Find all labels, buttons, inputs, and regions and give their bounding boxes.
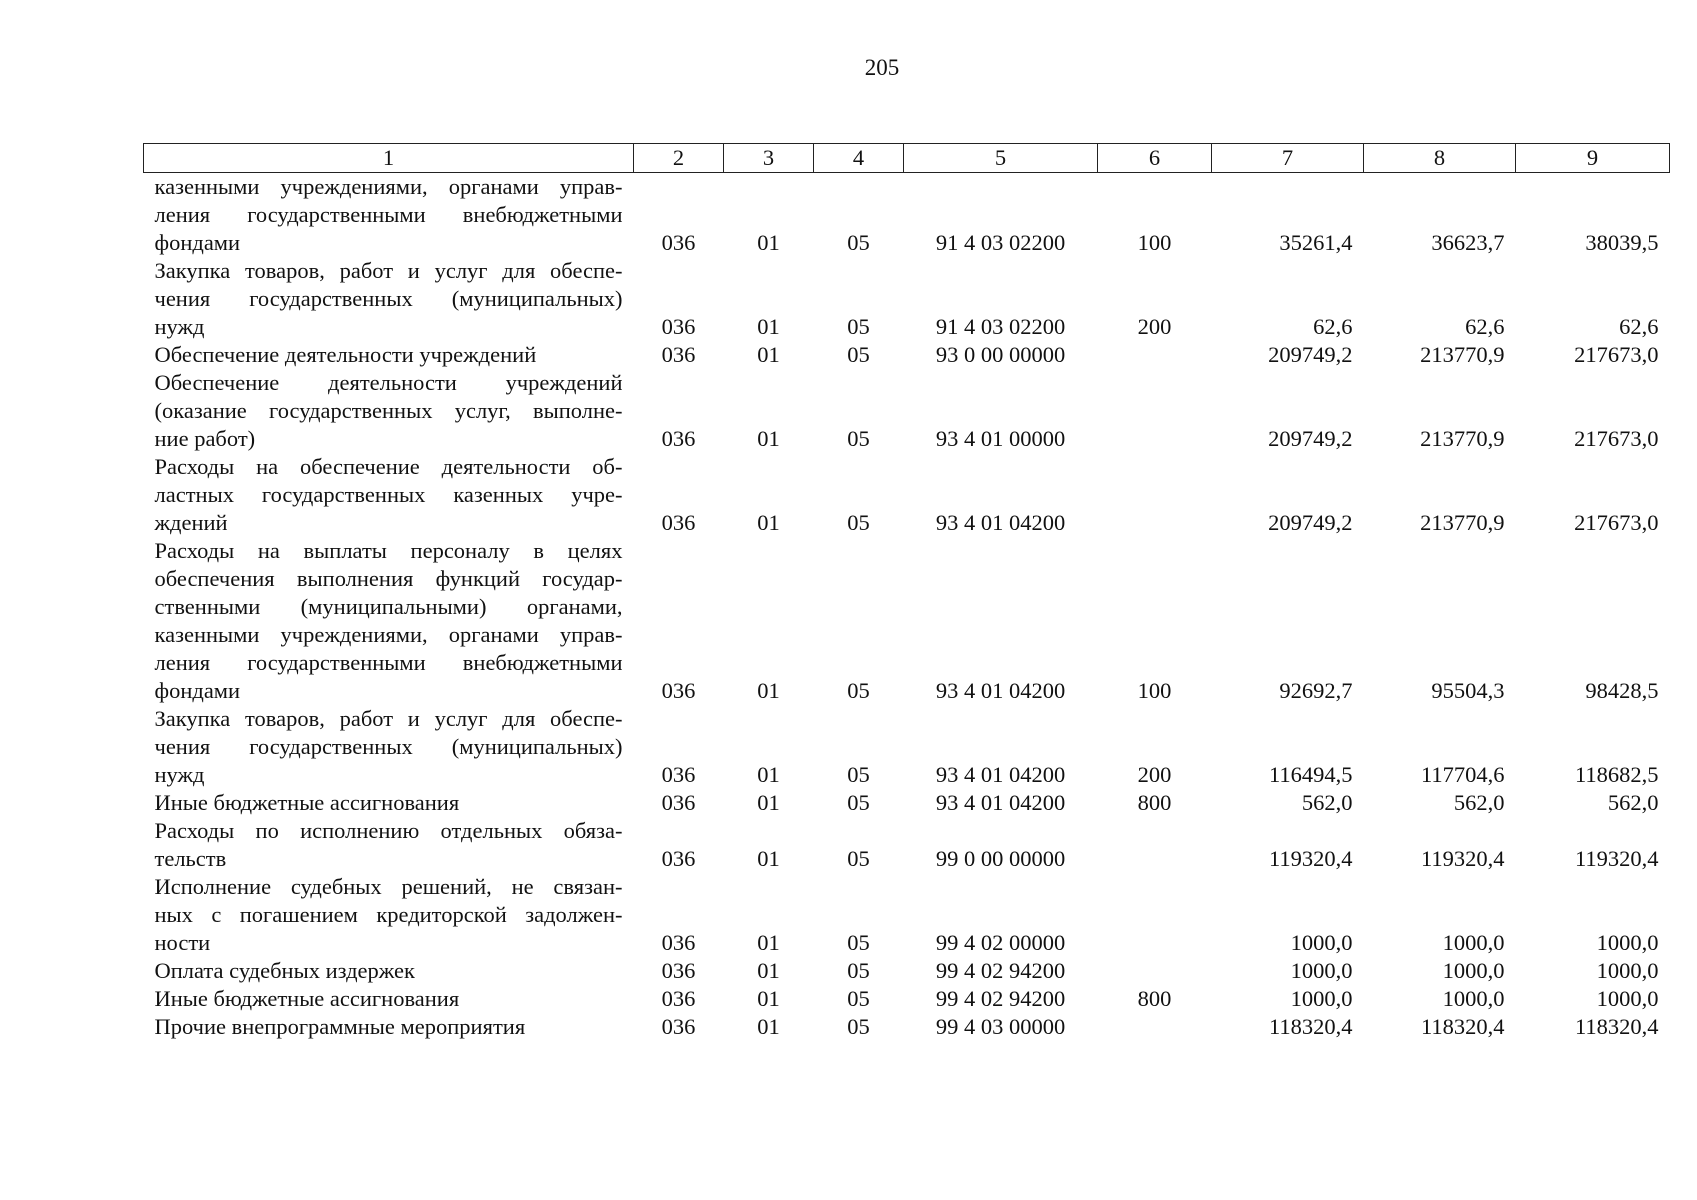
table-row <box>144 985 1670 1013</box>
amount-year-3: 118682,5 <box>1574 762 1659 787</box>
column-header: 7 <box>1212 144 1364 173</box>
amount-year-3: 1000,0 <box>1596 986 1659 1011</box>
expense-item-name-line: Закупка товаров, работ и услуг для обеспе- <box>154 258 623 283</box>
amount-year-1: 209749,2 <box>1268 426 1353 451</box>
target-item-code: 93 0 00 00000 <box>935 342 1066 367</box>
table-row <box>144 453 1670 537</box>
target-item-code: 99 0 00 00000 <box>935 846 1066 871</box>
expense-item-name-line: (оказание государственных услуг, выполне- <box>154 398 623 423</box>
amount-year-2: 117704,6 <box>1420 762 1505 787</box>
amount-year-1: 1000,0 <box>1290 986 1353 1011</box>
ministry-code: 036 <box>661 986 696 1011</box>
amount-year-2: 562,0 <box>1453 790 1505 815</box>
expense-item-name <box>144 705 634 789</box>
subsection-code: 05 <box>847 930 870 955</box>
amount-year-2: 95504,3 <box>1431 678 1505 703</box>
expense-type-code <box>1098 369 1212 453</box>
section-code: 01 <box>757 342 780 367</box>
expense-type-code: 200 <box>1137 762 1172 787</box>
expense-type-code: 100 <box>1137 230 1172 255</box>
subsection-code: 05 <box>847 958 870 983</box>
expense-type-code <box>1098 873 1212 957</box>
subsection-code: 05 <box>847 790 870 815</box>
expense-item-name-line: тельств <box>154 846 227 871</box>
expense-item-name-line: ственными (муниципальными) органами, <box>154 594 623 619</box>
expense-item-name <box>144 873 634 957</box>
expense-item-name-line: чения государственных (муниципальных) <box>154 286 623 311</box>
table-row <box>144 957 1670 985</box>
expense-type-code <box>1098 341 1212 369</box>
ministry-code: 036 <box>661 230 696 255</box>
subsection-code: 05 <box>847 342 870 367</box>
expense-item-name-line: Расходы по исполнению отдельных обяза- <box>154 818 623 843</box>
table-row <box>144 369 1670 453</box>
expense-item-name-line: ластных государственных казенных учре- <box>154 482 623 507</box>
amount-year-2: 119320,4 <box>1420 846 1505 871</box>
expense-type-code: 100 <box>1137 678 1172 703</box>
section-code: 01 <box>757 314 780 339</box>
amount-year-3: 562,0 <box>1607 790 1659 815</box>
expense-item-name-line: ных с погашением кредиторской задолжен- <box>154 902 623 927</box>
ministry-code: 036 <box>661 510 696 535</box>
amount-year-3: 118320,4 <box>1574 1014 1659 1039</box>
amount-year-1: 1000,0 <box>1290 958 1353 983</box>
target-item-code: 93 4 01 04200 <box>935 678 1066 703</box>
amount-year-3: 217673,0 <box>1574 426 1659 451</box>
target-item-code: 91 4 03 02200 <box>935 314 1066 339</box>
expense-item-name-line: нужд <box>154 762 205 787</box>
expense-item-name-line: казенными учреждениями, органами управ- <box>154 622 623 647</box>
section-code: 01 <box>757 426 780 451</box>
page-number: 205 <box>864 55 900 80</box>
expense-item-name <box>144 257 634 341</box>
expense-item-name-line: чения государственных (муниципальных) <box>154 734 623 759</box>
section-code: 01 <box>757 762 780 787</box>
expense-type-code: 200 <box>1137 314 1172 339</box>
amount-year-1: 209749,2 <box>1268 342 1353 367</box>
table-row <box>144 1013 1670 1041</box>
expense-type-code <box>1098 453 1212 537</box>
amount-year-1: 1000,0 <box>1290 930 1353 955</box>
expense-item-name <box>144 369 634 453</box>
column-header: 5 <box>904 144 1098 173</box>
subsection-code: 05 <box>847 986 870 1011</box>
expense-item-name <box>144 341 634 369</box>
section-code: 01 <box>757 986 780 1011</box>
amount-year-2: 1000,0 <box>1442 958 1505 983</box>
expense-item-name-line: Исполнение судебных решений, не связан- <box>154 874 623 899</box>
column-header: 3 <box>724 144 814 173</box>
amount-year-1: 119320,4 <box>1268 846 1353 871</box>
target-item-code: 99 4 02 00000 <box>935 930 1066 955</box>
table-row <box>144 705 1670 789</box>
target-item-code: 99 4 03 00000 <box>935 1014 1066 1039</box>
amount-year-2: 213770,9 <box>1420 426 1505 451</box>
subsection-code: 05 <box>847 426 870 451</box>
subsection-code: 05 <box>847 678 870 703</box>
subsection-code: 05 <box>847 230 870 255</box>
expense-item-name-line: ности <box>154 930 211 955</box>
expense-item-name-line: ние работ) <box>154 426 256 451</box>
column-header: 6 <box>1098 144 1212 173</box>
expense-item-name-line: фондами <box>154 678 241 703</box>
expense-item-name <box>144 985 634 1013</box>
expense-item-name <box>144 537 634 705</box>
ministry-code: 036 <box>661 790 696 815</box>
amount-year-2: 1000,0 <box>1442 930 1505 955</box>
expense-item-name <box>144 173 634 258</box>
amount-year-3: 62,6 <box>1619 314 1659 339</box>
target-item-code: 93 4 01 04200 <box>935 762 1066 787</box>
subsection-code: 05 <box>847 846 870 871</box>
amount-year-3: 217673,0 <box>1574 342 1659 367</box>
budget-table-body <box>144 173 1670 1042</box>
section-code: 01 <box>757 846 780 871</box>
expense-item-name-line: Оплата судебных издержек <box>154 958 415 983</box>
expense-item-name <box>144 453 634 537</box>
expense-item-name-line: ления государственными внебюджетными <box>154 650 623 675</box>
target-item-code: 91 4 03 02200 <box>935 230 1066 255</box>
amount-year-2: 62,6 <box>1465 314 1505 339</box>
ministry-code: 036 <box>661 762 696 787</box>
ministry-code: 036 <box>661 426 696 451</box>
column-number-header-row <box>144 144 1670 173</box>
ministry-code: 036 <box>661 846 696 871</box>
amount-year-3: 1000,0 <box>1596 958 1659 983</box>
ministry-code: 036 <box>661 930 696 955</box>
amount-year-3: 38039,5 <box>1585 230 1659 255</box>
amount-year-3: 1000,0 <box>1596 930 1659 955</box>
expense-item-name-line: Иные бюджетные ассигнования <box>154 986 460 1011</box>
expense-item-name <box>144 789 634 817</box>
expense-type-code <box>1098 957 1212 985</box>
expense-item-name-line: нужд <box>154 314 205 339</box>
section-code: 01 <box>757 230 780 255</box>
subsection-code: 05 <box>847 510 870 535</box>
amount-year-2: 36623,7 <box>1431 230 1505 255</box>
amount-year-1: 116494,5 <box>1268 762 1353 787</box>
expense-item-name-line: казенными учреждениями, органами управ- <box>154 174 623 199</box>
amount-year-2: 213770,9 <box>1420 510 1505 535</box>
expense-item-name-line: ления государственными внебюджетными <box>154 202 623 227</box>
table-row <box>144 257 1670 341</box>
amount-year-1: 118320,4 <box>1268 1014 1353 1039</box>
amount-year-3: 119320,4 <box>1574 846 1659 871</box>
amount-year-2: 213770,9 <box>1420 342 1505 367</box>
section-code: 01 <box>757 790 780 815</box>
amount-year-1: 35261,4 <box>1279 230 1353 255</box>
section-code: 01 <box>757 678 780 703</box>
expense-item-name-line: Расходы на выплаты персоналу в целях <box>154 538 623 563</box>
expense-item-name <box>144 817 634 873</box>
ministry-code: 036 <box>661 314 696 339</box>
subsection-code: 05 <box>847 1014 870 1039</box>
amount-year-1: 209749,2 <box>1268 510 1353 535</box>
expense-item-name-line: Иные бюджетные ассигнования <box>154 790 460 815</box>
budget-table <box>143 143 1670 1041</box>
amount-year-1: 92692,7 <box>1279 678 1353 703</box>
expense-type-code <box>1098 817 1212 873</box>
table-row <box>144 817 1670 873</box>
expense-item-name-line: Закупка товаров, работ и услуг для обеспе- <box>154 706 623 731</box>
expense-item-name-line: ждений <box>154 510 228 535</box>
expense-item-name-line: Прочие внепрограммные мероприятия <box>154 1014 526 1039</box>
ministry-code: 036 <box>661 678 696 703</box>
target-item-code: 93 4 01 04200 <box>935 510 1066 535</box>
column-header: 9 <box>1516 144 1670 173</box>
expense-item-name-line: фондами <box>154 230 241 255</box>
expense-item-name <box>144 1013 634 1041</box>
target-item-code: 93 4 01 04200 <box>935 790 1066 815</box>
amount-year-3: 98428,5 <box>1585 678 1659 703</box>
column-header: 8 <box>1364 144 1516 173</box>
table-row <box>144 537 1670 705</box>
expense-type-code: 800 <box>1137 986 1172 1011</box>
column-header: 1 <box>144 144 634 173</box>
expense-item-name <box>144 957 634 985</box>
ministry-code: 036 <box>661 958 696 983</box>
expense-type-code: 800 <box>1137 790 1172 815</box>
amount-year-2: 118320,4 <box>1420 1014 1505 1039</box>
table-row <box>144 873 1670 957</box>
section-code: 01 <box>757 958 780 983</box>
amount-year-1: 562,0 <box>1301 790 1353 815</box>
table-row <box>144 789 1670 817</box>
expense-item-name-line: обеспечения выполнения функций государ- <box>154 566 623 591</box>
amount-year-3: 217673,0 <box>1574 510 1659 535</box>
ministry-code: 036 <box>661 342 696 367</box>
target-item-code: 99 4 02 94200 <box>935 986 1066 1011</box>
expense-item-name-line: Расходы на обеспечение деятельности об- <box>154 454 623 479</box>
column-header: 4 <box>814 144 904 173</box>
amount-year-1: 62,6 <box>1313 314 1353 339</box>
table-row <box>144 341 1670 369</box>
column-header: 2 <box>634 144 724 173</box>
expense-type-code <box>1098 1013 1212 1041</box>
expense-item-name-line: Обеспечение деятельности учреждений <box>154 370 623 395</box>
ministry-code: 036 <box>661 1014 696 1039</box>
section-code: 01 <box>757 930 780 955</box>
subsection-code: 05 <box>847 762 870 787</box>
amount-year-2: 1000,0 <box>1442 986 1505 1011</box>
target-item-code: 93 4 01 00000 <box>935 426 1066 451</box>
section-code: 01 <box>757 1014 780 1039</box>
target-item-code: 99 4 02 94200 <box>935 958 1066 983</box>
table-row <box>144 173 1670 258</box>
subsection-code: 05 <box>847 314 870 339</box>
section-code: 01 <box>757 510 780 535</box>
expense-item-name-line: Обеспечение деятельности учреждений <box>154 342 537 367</box>
